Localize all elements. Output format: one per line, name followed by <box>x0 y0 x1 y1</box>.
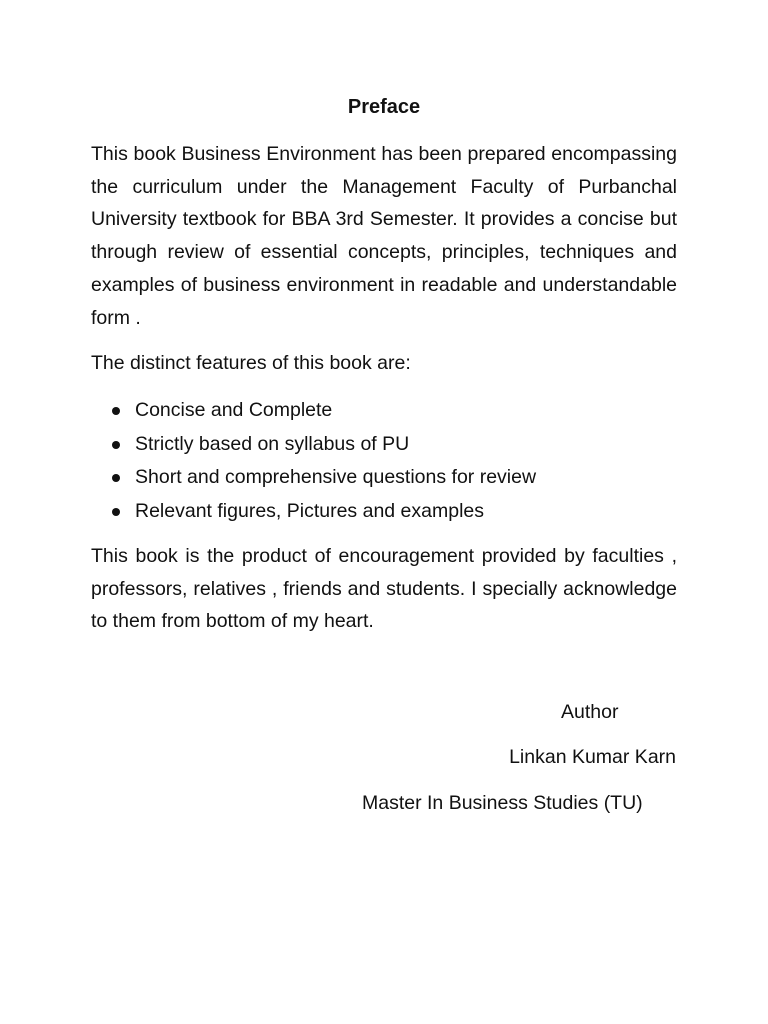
list-item <box>91 495 677 529</box>
bullet-icon <box>112 508 120 516</box>
page-title: Preface <box>347 96 421 118</box>
list-item-label: Concise and Complete <box>135 399 333 421</box>
bullet-icon <box>112 474 120 482</box>
bullet-icon <box>112 441 120 449</box>
features-list <box>91 394 677 528</box>
list-item <box>91 428 677 462</box>
acknowledgement-paragraph: This book is the product of encouragement provided by faculties , professors, relatives , friends and students. I specially acknowledge to them from bottom of my heart. <box>91 545 677 633</box>
list-item <box>91 394 677 428</box>
list-item <box>91 461 677 495</box>
signature-degree: Master In Business Studies (TU) <box>362 792 643 814</box>
signature-role: Author <box>561 701 619 723</box>
features-intro: The distinct features of this book are: <box>91 352 411 374</box>
list-item-label: Strictly based on syllabus of PU <box>135 432 410 455</box>
list-item-label: Short and comprehensive questions for review <box>135 466 537 488</box>
bullet-icon <box>112 407 120 415</box>
list-item-label: Relevant figures, Pictures and examples <box>135 499 485 522</box>
signature-name: Linkan Kumar Karn <box>509 746 676 768</box>
intro-paragraph: This book Business Environment has been prepared encompassing the curriculum under the Management Faculty of Purbanchal University textbook for BBA 3rd Semester. It provides a concise but through review of essential concepts, principles, techniques and examples of business environment in readable and understandable form . <box>91 143 677 329</box>
